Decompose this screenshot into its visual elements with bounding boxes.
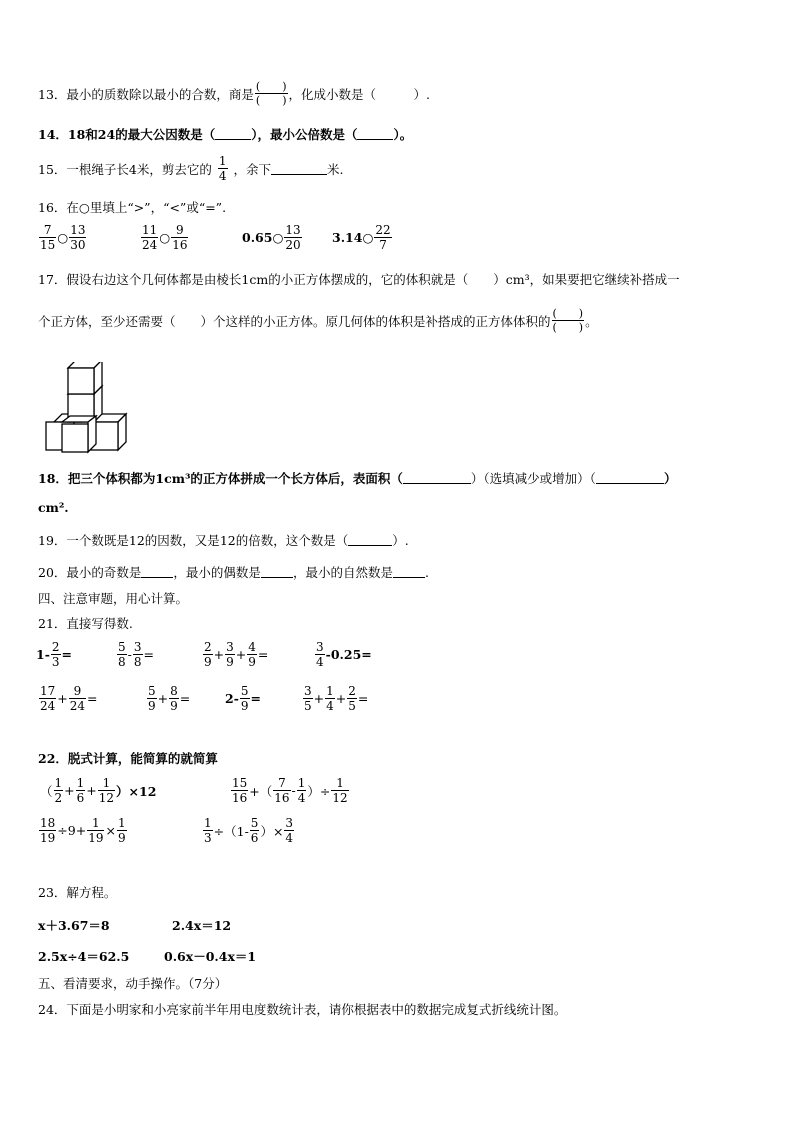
- answer-blank[interactable]: [596, 472, 664, 484]
- q-number: 13．: [38, 86, 67, 102]
- question-24: 24．下面是小明家和小亮家前半年用电度数统计表，请你根据表中的数据完成复式折线统计图。: [38, 1002, 567, 1017]
- question-21: 21．直接写得数.: [38, 616, 133, 631]
- answer-blank[interactable]: [357, 128, 393, 140]
- fraction-blank: ( ) ( ): [255, 80, 287, 107]
- section-5-heading: 五、看清要求，动手操作。（7分）: [38, 976, 228, 991]
- question-20: 20． 最小的奇数是 ，最小的偶数是 ，最小的自然数是 .: [38, 564, 429, 580]
- equation-1: x＋3.67＝8: [38, 918, 110, 933]
- section-4-heading: 四、注意审题，用心计算。: [38, 591, 189, 606]
- answer-blank[interactable]: [393, 566, 425, 578]
- answer-blank[interactable]: [141, 566, 173, 578]
- fraction: 1 4: [218, 154, 227, 183]
- question-14: 14． 18和24的最大公因数是（ ），最小公倍数是（ ）。: [38, 127, 413, 142]
- compare-item-2: 11 24 ○ 9 16: [142, 223, 188, 252]
- question-23: 23．解方程。: [38, 885, 117, 900]
- compare-item-3: 0.65 ○ 13 20: [242, 223, 301, 252]
- answer-blank[interactable]: [348, 534, 392, 546]
- calc-item: 3 4 -0.25=: [316, 640, 372, 669]
- question-15: 15． 一根绳子长4米，剪去它的 1 4 ，余下 米.: [38, 154, 344, 183]
- answer-blank[interactable]: [403, 472, 471, 484]
- answer-blank[interactable]: [261, 566, 293, 578]
- equation-2: 2.4x＝12: [172, 918, 232, 933]
- question-17-cont: 个正方体，至少还需要（ ）个这样的小正方体。原几何体的体积是补搭成的正方体体积的 ( ) ( ) 。: [38, 307, 598, 334]
- question-18: 18． 把三个体积都为1cm³的正方体拼成一个长方体后，表面积（ ）（选填减少或增加）（ ）: [38, 471, 677, 486]
- question-22: 22．脱式计算，能简算的就简算: [38, 751, 218, 766]
- expression-2: 15 16 +（ 7 16 - 1 4 ）÷ $\frac{1}{12}$: [232, 776, 348, 805]
- circle-blank[interactable]: ○: [159, 230, 171, 245]
- calc-item: 17 24 + $\frac{9}{24}$ =: [40, 684, 98, 713]
- expression-3: $\frac{18}{19}$ ÷9+ $\frac{1}{19}$ × $\frac{1}{9}$: [40, 816, 126, 845]
- circle-blank[interactable]: ○: [362, 230, 374, 245]
- equation-4: 0.6x－0.4x＝1: [164, 949, 257, 964]
- question-13: [38, 80, 430, 107]
- question-16: 16．在○里填上“>”，“<”或“=”.: [38, 200, 227, 215]
- calc-item: 2- $\frac{5}{9}$ =: [225, 684, 262, 713]
- q18-unit: cm².: [38, 500, 69, 515]
- calc-item: 1- $\frac{2}{3}$ =: [36, 640, 73, 669]
- compare-item-1: 7 15 ○ 13 30: [40, 223, 86, 252]
- question-17: 17．假设右边这个几何体都是由棱长1cm的小正方体摆成的，它的体积就是（ ）cm³，如果要把它继续补搭成一: [38, 272, 680, 287]
- calc-item: 3 5 + $\frac{1}{4}$ + $\frac{2}{5}$ =: [304, 684, 369, 713]
- calc-item: 2 9 + $\frac{3}{9}$ + $\frac{4}{9}$ =: [204, 640, 269, 669]
- expression-1: （ 1 2 + $\frac{1}{6}$ + $\frac{1}{12}$ ）×12: [40, 776, 157, 805]
- equation-3: 2.5x÷4＝62.5: [38, 949, 130, 964]
- calc-item: 5 8 - $\frac{3}{8}$ =: [118, 640, 154, 669]
- calc-item: 5 9 + $\frac{8}{9}$ =: [148, 684, 191, 713]
- circle-blank[interactable]: ○: [57, 230, 69, 245]
- question-19: 19． 一个数既是12的因数，又是12的倍数，这个数是（ ）.: [38, 533, 409, 548]
- answer-blank[interactable]: [215, 128, 251, 140]
- compare-item-4: 3.14 ○ 22 7: [332, 223, 391, 252]
- answer-blank[interactable]: [271, 163, 327, 175]
- expression-4: $\frac{1}{3}$ ÷（1- 5 6 ）× $\frac{3}{4}$: [204, 816, 294, 845]
- circle-blank[interactable]: ○: [272, 230, 284, 245]
- q-text: 最小的质数除以最小的合数，商是: [66, 86, 254, 102]
- cube-stack-figure: [40, 362, 130, 454]
- q-text: ，化成小数是（ ）.: [288, 86, 430, 102]
